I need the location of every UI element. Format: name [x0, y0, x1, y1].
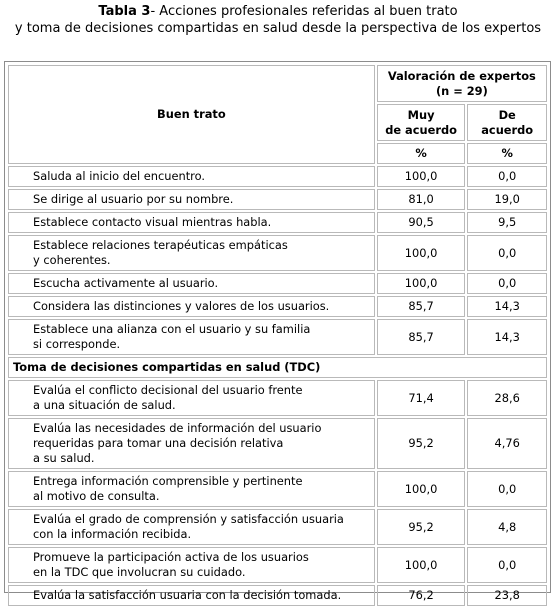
value-de-acuerdo: 14,3 [467, 296, 547, 317]
row-label: Evalúa la satisfacción usuaria con la decisión tomada. [8, 585, 375, 606]
row-label: Establece contacto visual mientras habla. [8, 212, 375, 233]
header-row-1 [8, 65, 547, 102]
table-row [8, 235, 547, 271]
row-label: Considera las distinciones y valores de los usuarios. [8, 296, 375, 317]
row-header-cell: Buen trato [8, 65, 375, 164]
value-muy-de-acuerdo: 90,5 [377, 212, 466, 233]
section-row [8, 357, 547, 378]
value-de-acuerdo: 14,3 [467, 319, 547, 355]
value-muy-de-acuerdo: 100,0 [377, 471, 466, 507]
table-row [8, 509, 547, 545]
caption-line-2: y toma de decisiones compartidas en salud desde la perspectiva de los expertos [14, 21, 542, 36]
value-de-acuerdo: 0,0 [467, 166, 547, 187]
table-row [8, 212, 547, 233]
value-muy-de-acuerdo: 76,2 [377, 585, 466, 606]
row-label: Evalúa el conflicto decisional del usuario frente a una situación de salud. [8, 380, 375, 416]
row-label: Evalúa las necesidades de información del usuario requeridas para tomar una decisión relativa a su salud. [8, 418, 375, 469]
row-label: Evalúa el grado de comprensión y satisfacción usuaria con la información recibida. [8, 509, 375, 545]
unit-cell-2: % [467, 143, 547, 164]
unit-cell-1: % [377, 143, 466, 164]
table-row [8, 273, 547, 294]
row-label: Establece relaciones terapéuticas empáticas y coherentes. [8, 235, 375, 271]
col-header-de-acuerdo: De acuerdo [467, 104, 547, 141]
table-row [8, 166, 547, 187]
table-row [8, 189, 547, 210]
caption-line-1 [0, 3, 556, 20]
table-row [8, 547, 547, 583]
section-heading-tdc: Toma de decisiones compartidas en salud (TDC) [8, 357, 547, 378]
value-de-acuerdo: 4,76 [467, 418, 547, 469]
table-row [8, 418, 547, 469]
table-row [8, 380, 547, 416]
value-muy-de-acuerdo: 85,7 [377, 319, 466, 355]
value-muy-de-acuerdo: 100,0 [377, 547, 466, 583]
value-de-acuerdo: 0,0 [467, 471, 547, 507]
value-de-acuerdo: 0,0 [467, 547, 547, 583]
row-label: Saluda al inicio del encuentro. [8, 166, 375, 187]
value-muy-de-acuerdo: 85,7 [377, 296, 466, 317]
table-row [8, 319, 547, 355]
row-label: Escucha activamente al usuario. [8, 273, 375, 294]
caption-table-number: Tabla 3 [98, 4, 151, 19]
value-muy-de-acuerdo: 71,4 [377, 380, 466, 416]
value-de-acuerdo: 0,0 [467, 235, 547, 271]
row-label: Promueve la participación activa de los usuarios en la TDC que involucran su cuidado. [8, 547, 375, 583]
row-label: Se dirige al usuario por su nombre. [8, 189, 375, 210]
value-muy-de-acuerdo: 81,0 [377, 189, 466, 210]
group-header-cell: Valoración de expertos (n = 29) [377, 65, 547, 102]
table-row [8, 296, 547, 317]
table-caption [0, 3, 556, 37]
value-muy-de-acuerdo: 95,2 [377, 418, 466, 469]
value-muy-de-acuerdo: 95,2 [377, 509, 466, 545]
row-label: Entrega información comprensible y pertinente al motivo de consulta. [8, 471, 375, 507]
value-muy-de-acuerdo: 100,0 [377, 273, 466, 294]
caption-title-text: - Acciones profesionales referidas al buen trato [150, 4, 458, 19]
value-de-acuerdo: 28,6 [467, 380, 547, 416]
value-muy-de-acuerdo: 100,0 [377, 235, 466, 271]
value-de-acuerdo: 19,0 [467, 189, 547, 210]
row-label: Establece una alianza con el usuario y su familia si corresponde. [8, 319, 375, 355]
value-de-acuerdo: 9,5 [467, 212, 547, 233]
table-row [8, 585, 547, 606]
value-de-acuerdo: 4,8 [467, 509, 547, 545]
value-de-acuerdo: 23,8 [467, 585, 547, 606]
data-table [6, 63, 549, 608]
value-de-acuerdo: 0,0 [467, 273, 547, 294]
col-header-muy-de-acuerdo: Muy de acuerdo [377, 104, 466, 141]
table-row [8, 471, 547, 507]
value-muy-de-acuerdo: 100,0 [377, 166, 466, 187]
